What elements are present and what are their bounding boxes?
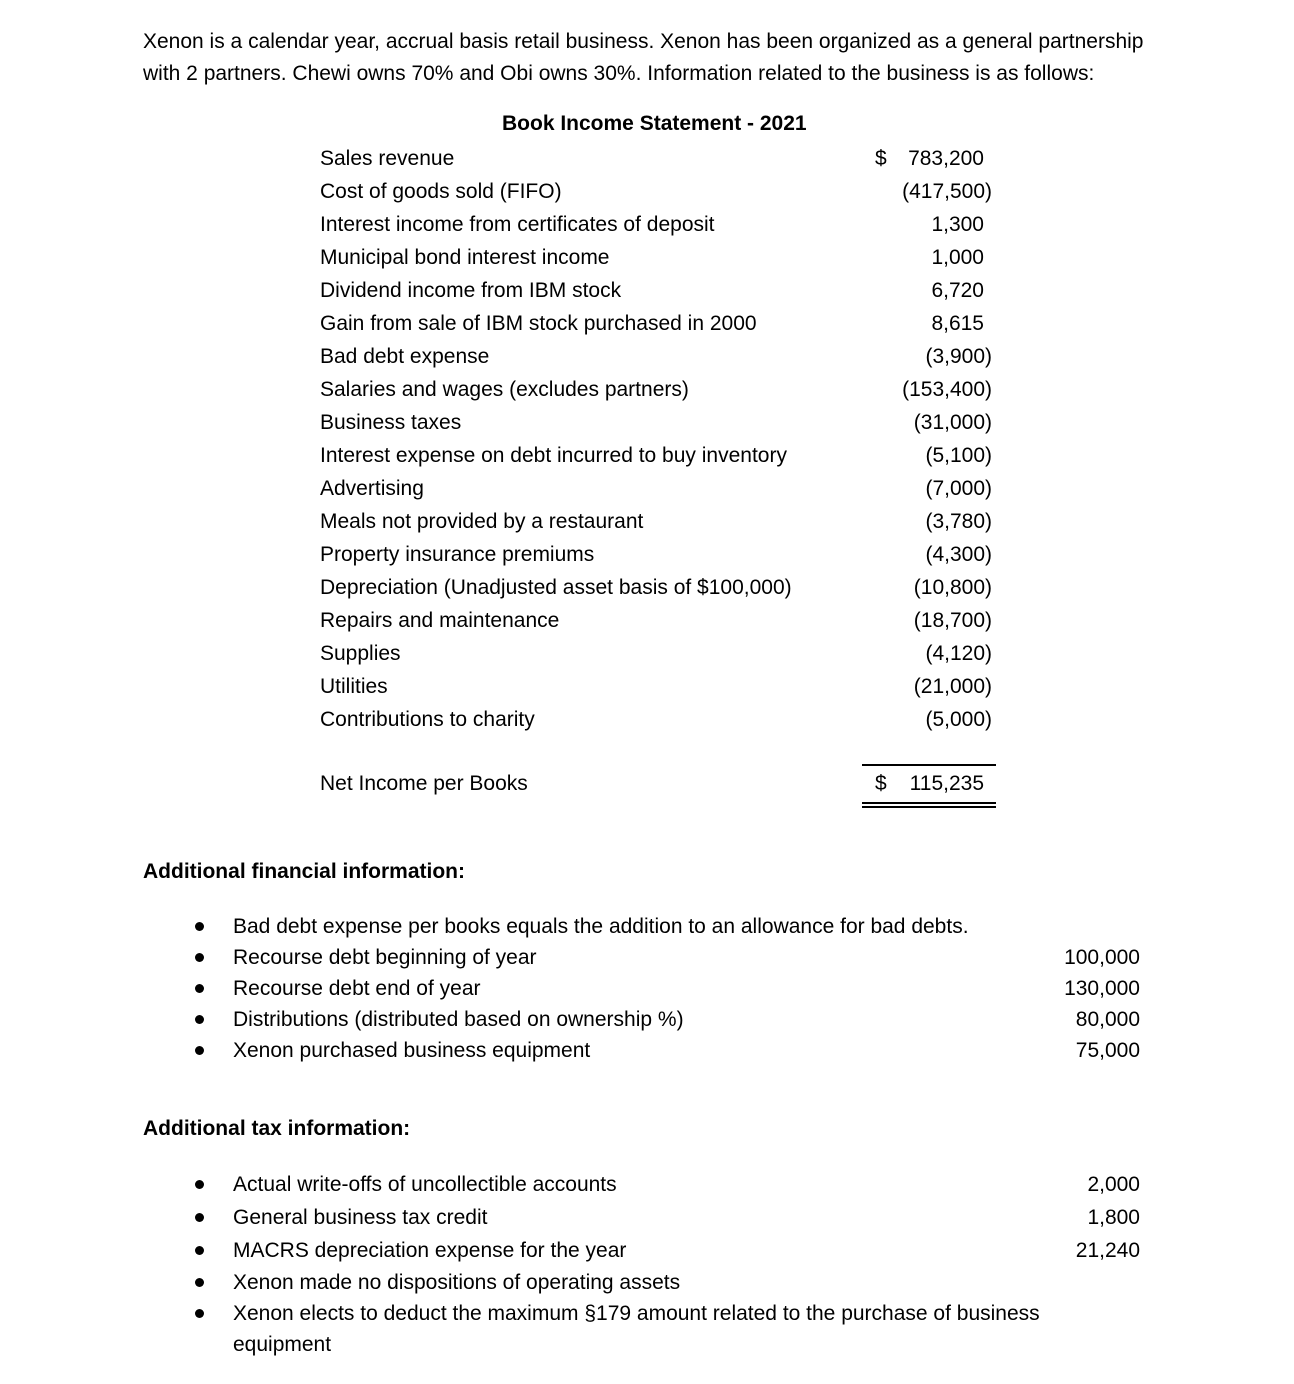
intro-paragraph (143, 26, 1223, 90)
statement-row (320, 307, 1000, 340)
statement-row (320, 406, 1000, 439)
statement-row (320, 373, 1000, 406)
statement-row-label: Utilities (320, 675, 388, 698)
statement-row-label: Interest income from certificates of deposit (320, 213, 715, 236)
currency-symbol: $ (875, 772, 887, 795)
statement-row-amount: (18,700) (913, 609, 992, 632)
statement-row-label: Business taxes (320, 411, 462, 434)
bullet-icon (195, 1046, 204, 1055)
statement-row-label: Municipal bond interest income (320, 246, 610, 269)
statement-row (320, 571, 1000, 604)
list-item-text: MACRS depreciation expense for the year (233, 1239, 627, 1262)
tax-info-list (195, 1168, 1145, 1360)
statement-row-label: Cost of goods sold (FIFO) (320, 180, 562, 203)
list-item (195, 1298, 1145, 1360)
statement-row-label: Repairs and maintenance (320, 609, 560, 632)
statement-row-amount: (3,780) (925, 510, 992, 533)
statement-row-amount: (417,500) (902, 180, 992, 203)
book-income-statement (320, 142, 1000, 736)
bullet-icon (195, 1278, 204, 1287)
bullet-icon (195, 1309, 204, 1318)
statement-row-amount: (5,000) (925, 708, 992, 731)
statement-row-amount: (21,000) (913, 675, 992, 698)
statement-row-amount: (3,900) (925, 345, 992, 368)
statement-row-label: Supplies (320, 642, 401, 665)
list-item-text: Recourse debt end of year (233, 977, 481, 1000)
financial-info-list (195, 911, 1145, 1066)
statement-row-amount: (31,000) (913, 411, 992, 434)
statement-row-amount: (4,120) (925, 642, 992, 665)
statement-row-label: Bad debt expense (320, 345, 490, 368)
statement-row-label: Advertising (320, 477, 424, 500)
statement-row-label: Property insurance premiums (320, 543, 595, 566)
statement-row (320, 505, 1000, 538)
list-item-text: Xenon made no dispositions of operating assets (233, 1271, 681, 1294)
list-item (195, 1201, 1145, 1234)
statement-row-label: Meals not provided by a restaurant (320, 510, 644, 533)
list-item (195, 1267, 1145, 1298)
currency-symbol: $ (875, 147, 887, 170)
list-item-value: 21,240 (1075, 1239, 1140, 1262)
statement-row-amount: 1,300 (931, 213, 984, 236)
statement-row (320, 670, 1000, 703)
statement-row-amount: 6,720 (931, 279, 984, 302)
list-item-value: 1,800 (1087, 1206, 1140, 1229)
list-item-value: 75,000 (1075, 1039, 1140, 1062)
statement-row-amount: (7,000) (925, 477, 992, 500)
statement-row-amount: (4,300) (925, 543, 992, 566)
bullet-icon (195, 1015, 204, 1024)
statement-row (320, 538, 1000, 571)
list-item-text: Xenon purchased business equipment (233, 1039, 591, 1062)
list-item (195, 911, 1145, 942)
list-item-value: 130,000 (1064, 977, 1140, 1000)
statement-row (320, 340, 1000, 373)
list-item-text: Actual write-offs of uncollectible accounts (233, 1173, 617, 1196)
statement-row (320, 274, 1000, 307)
list-item-value: 80,000 (1075, 1008, 1140, 1031)
statement-row (320, 241, 1000, 274)
tax-info-heading: Additional tax information: (143, 1117, 411, 1140)
statement-row-amount: 8,615 (931, 312, 984, 335)
bullet-icon (195, 922, 204, 931)
list-item-value: 2,000 (1087, 1173, 1140, 1196)
list-item (195, 973, 1145, 1004)
statement-row (320, 208, 1000, 241)
list-item (195, 1234, 1145, 1267)
list-item-text: General business tax credit (233, 1206, 488, 1229)
statement-row-amount: 1,000 (931, 246, 984, 269)
net-income-label: Net Income per Books (320, 772, 528, 795)
statement-row-amount: (5,100) (925, 444, 992, 467)
statement-row (320, 472, 1000, 505)
statement-row-amount: 783,200 (908, 147, 984, 170)
intro-line-1: Xenon is a calendar year, accrual basis retail business. Xenon has been organized as a general partnership (143, 30, 1144, 53)
bullet-icon (195, 953, 204, 962)
net-income-row (320, 767, 1000, 800)
list-item (195, 1035, 1145, 1066)
statement-title: Book Income Statement - 2021 (502, 112, 807, 135)
statement-row-label: Gain from sale of IBM stock purchased in 2000 (320, 312, 757, 335)
list-item-value: 100,000 (1064, 946, 1140, 969)
statement-row-label: Depreciation (Unadjusted asset basis of $100,000) (320, 576, 792, 599)
statement-row (320, 637, 1000, 670)
statement-row-label: Sales revenue (320, 147, 455, 170)
list-item-text: Distributions (distributed based on ownership %) (233, 1008, 684, 1031)
bullet-icon (195, 984, 204, 993)
statement-row (320, 604, 1000, 637)
list-item-text: Recourse debt beginning of year (233, 946, 537, 969)
list-item (195, 1004, 1145, 1035)
statement-row-label: Contributions to charity (320, 708, 535, 731)
statement-row (320, 703, 1000, 736)
list-item (195, 942, 1145, 973)
bullet-icon (195, 1246, 204, 1255)
intro-line-2: with 2 partners. Chewi owns 70% and Obi owns 30%. Information related to the business is as follows: (143, 62, 1095, 85)
list-item-text: Xenon elects to deduct the maximum §179 amount related to the purchase of business equipment (233, 1302, 1040, 1356)
bullet-icon (195, 1180, 204, 1189)
statement-row-label: Salaries and wages (excludes partners) (320, 378, 689, 401)
statement-row-label: Dividend income from IBM stock (320, 279, 622, 302)
statement-row-amount: (10,800) (913, 576, 992, 599)
statement-row (320, 439, 1000, 472)
bullet-icon (195, 1213, 204, 1222)
financial-info-heading: Additional financial information: (143, 860, 465, 883)
statement-row-label: Interest expense on debt incurred to buy inventory (320, 444, 787, 467)
statement-row-amount: (153,400) (902, 378, 992, 401)
statement-row (320, 175, 1000, 208)
list-item (195, 1168, 1145, 1201)
statement-row (320, 142, 1000, 175)
list-item-text: Bad debt expense per books equals the addition to an allowance for bad debts. (233, 915, 969, 938)
net-income-amount: 115,235 (909, 772, 984, 795)
